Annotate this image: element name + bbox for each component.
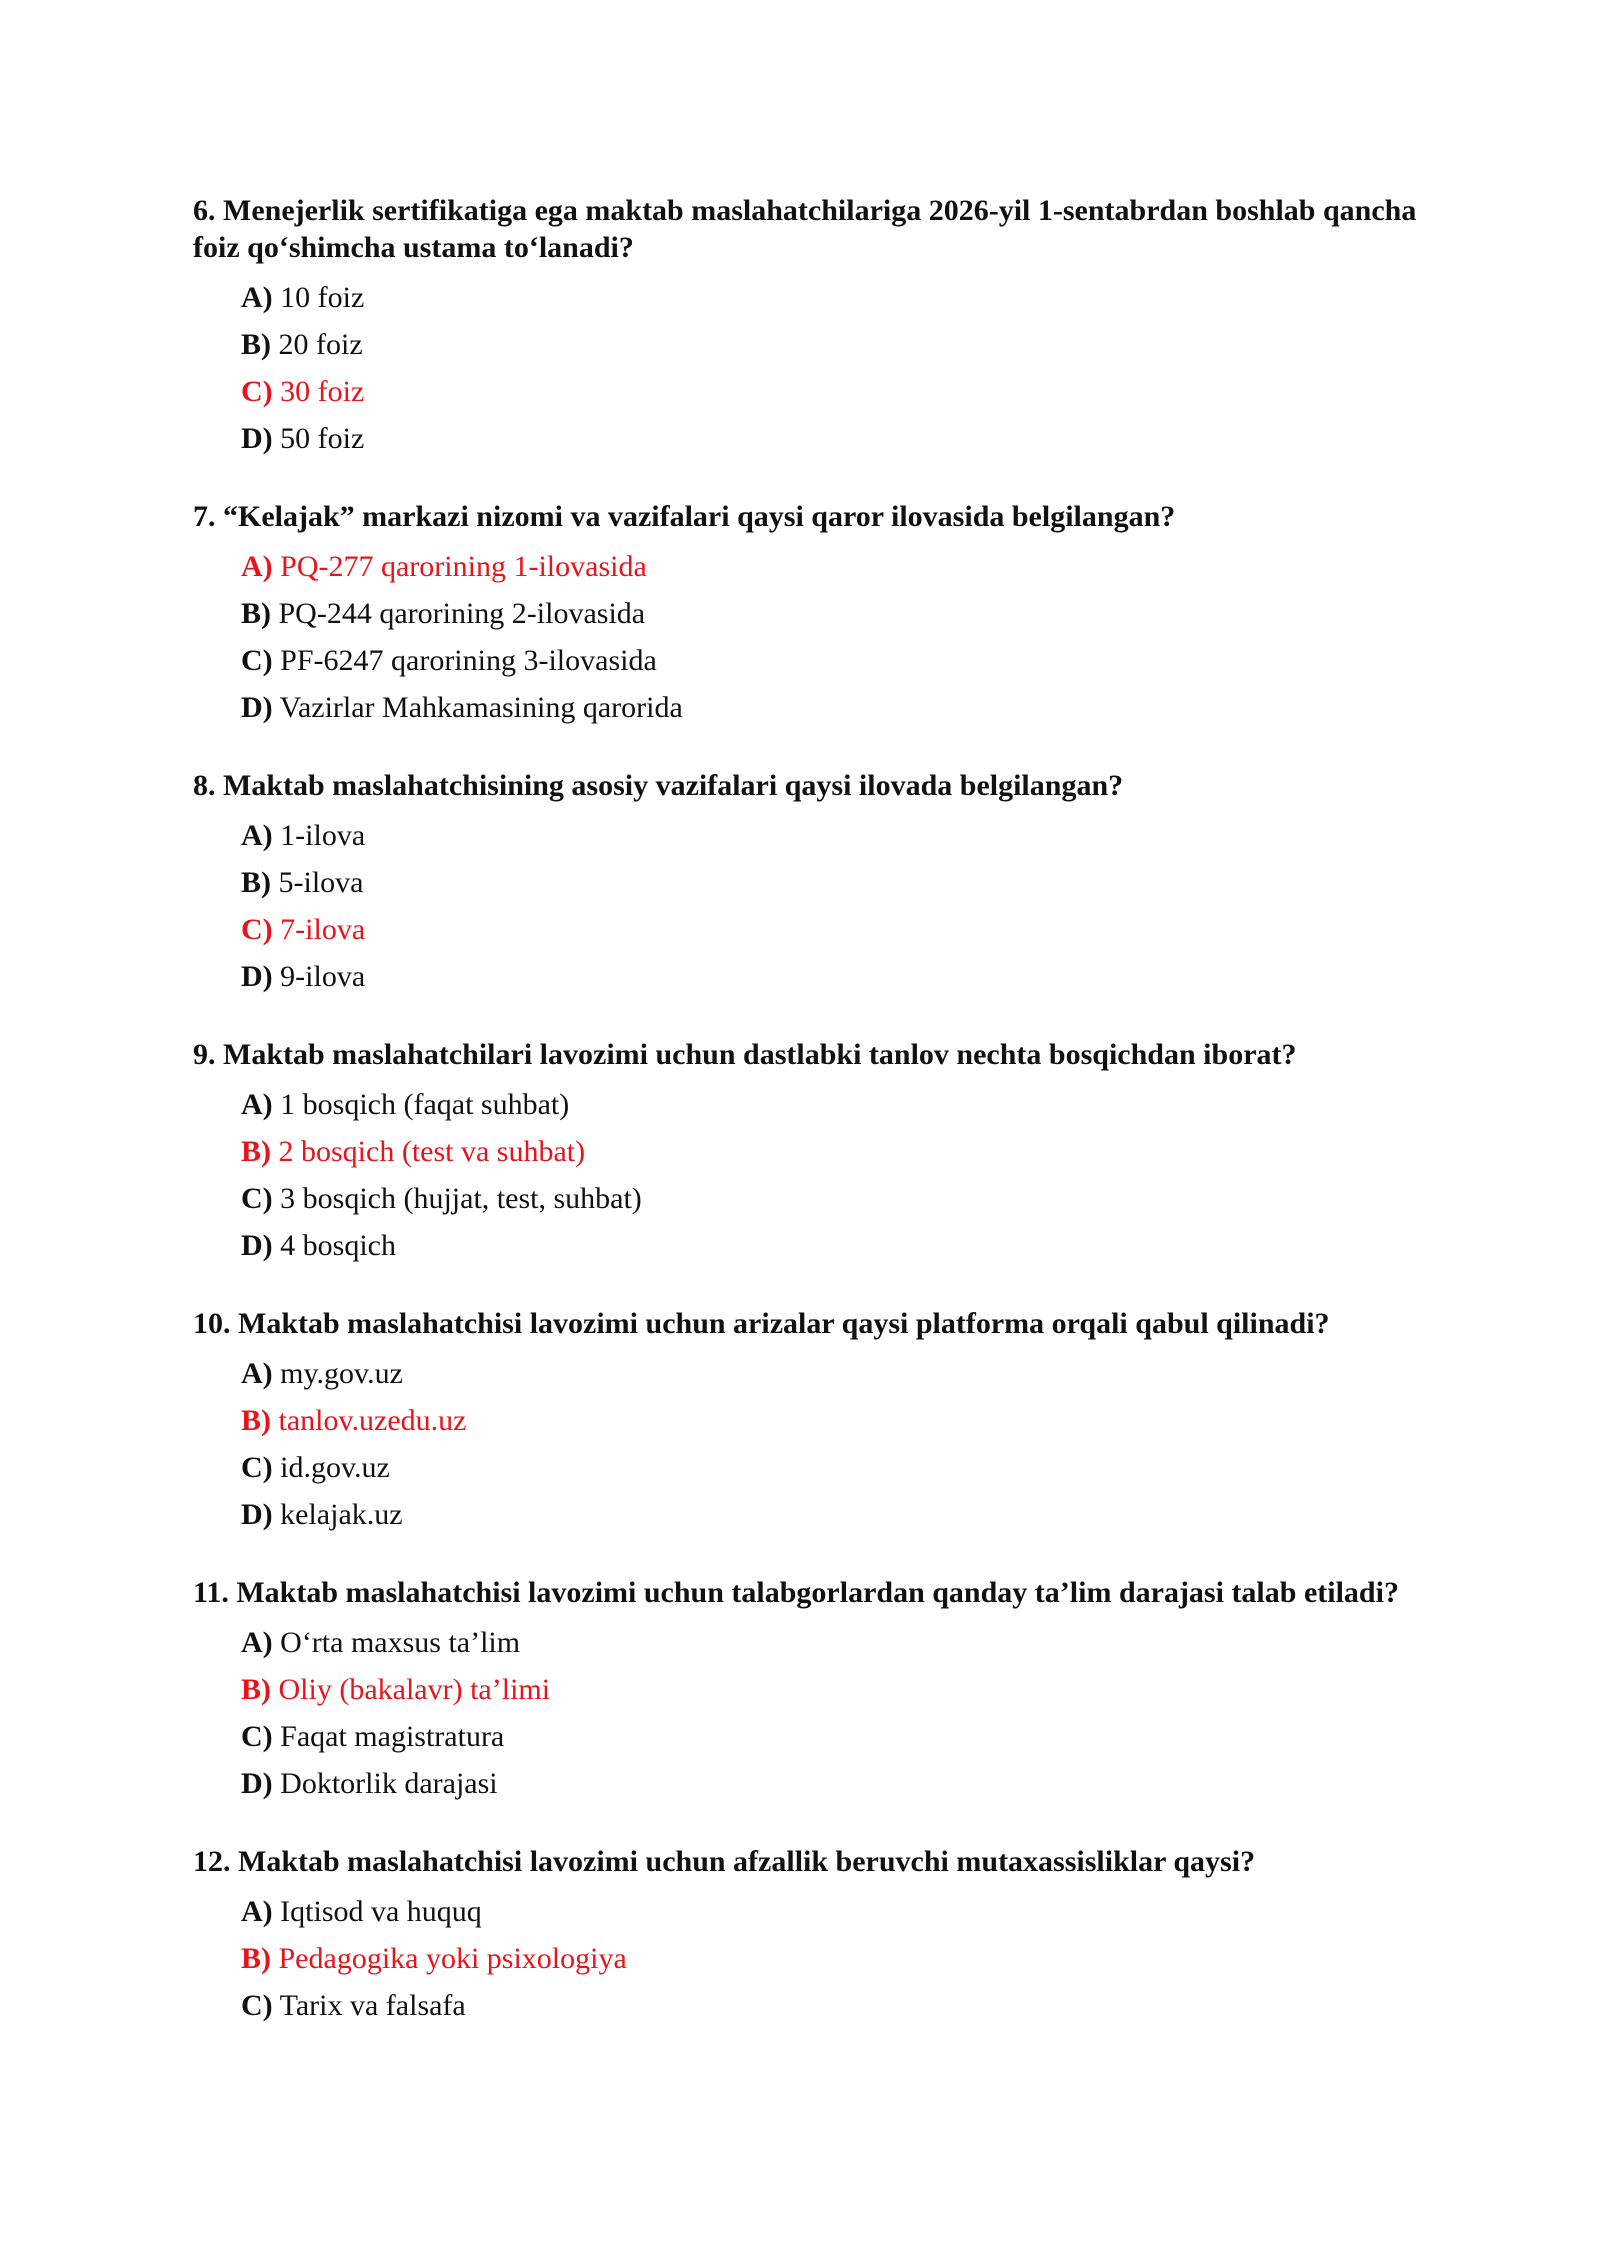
- question-block: [193, 498, 1423, 731]
- option-text: 5-ilova: [271, 866, 364, 899]
- option-correct-answer: [241, 368, 1423, 415]
- option-answer: [241, 1222, 1423, 1269]
- question-block: [193, 1305, 1423, 1538]
- option-letter: D): [241, 1498, 273, 1531]
- option-letter: A): [241, 1088, 273, 1121]
- option-answer: [241, 1175, 1423, 1222]
- options-list: [241, 1619, 1423, 1807]
- question-title: 6. Menejerlik sertifikatiga ega maktab maslahatchilariga 2026-yil 1-sentabrdan boshlab qancha foiz qo‘shimcha ustama to‘lanadi?: [193, 194, 1417, 264]
- option-letter: C): [241, 644, 273, 677]
- question-title: 8. Maktab maslahatchisining asosiy vazifalari qaysi ilovada belgilangan?: [193, 769, 1124, 802]
- option-answer: [241, 859, 1423, 906]
- option-letter: B): [241, 328, 271, 361]
- option-answer: [241, 1982, 1423, 2029]
- option-answer: [241, 415, 1423, 462]
- option-text: Tarix va falsafa: [272, 1989, 466, 2022]
- option-letter: D): [241, 691, 273, 724]
- option-letter: D): [241, 1229, 273, 1262]
- option-answer: [241, 1350, 1423, 1397]
- option-text: 7-ilova: [272, 913, 366, 946]
- option-text: 2 bosqich (test va suhbat): [271, 1135, 586, 1168]
- option-text: Oliy (bakalavr) ta’limi: [271, 1673, 551, 1706]
- option-text: tanlov.uzedu.uz: [271, 1404, 467, 1437]
- option-answer: [241, 1444, 1423, 1491]
- options-list: [241, 812, 1423, 1000]
- question-block: [193, 1036, 1423, 1269]
- option-text: 1-ilova: [272, 819, 366, 852]
- option-correct-answer: [241, 543, 1423, 590]
- options-list: [241, 274, 1423, 462]
- option-correct-answer: [241, 1397, 1423, 1444]
- option-letter: A): [241, 819, 273, 852]
- option-letter: D): [241, 1767, 273, 1800]
- option-text: Iqtisod va huquq: [272, 1895, 482, 1928]
- option-text: 20 foiz: [271, 328, 363, 361]
- option-text: Faqat magistratura: [272, 1720, 505, 1753]
- option-answer: [241, 590, 1423, 637]
- question-block: [193, 1843, 1423, 2029]
- option-text: Vazirlar Mahkamasining qarorida: [272, 691, 683, 724]
- options-list: [241, 543, 1423, 731]
- option-text: PQ-277 qarorining 1-ilovasida: [272, 550, 647, 583]
- option-letter: B): [241, 1135, 271, 1168]
- option-answer: [241, 637, 1423, 684]
- option-letter: C): [241, 1720, 273, 1753]
- question-title: 10. Maktab maslahatchisi lavozimi uchun arizalar qaysi platforma orqali qabul qilinadi?: [193, 1307, 1330, 1340]
- question-title: 11. Maktab maslahatchisi lavozimi uchun talabgorlardan qanday ta’lim darajasi talab etiladi?: [193, 1576, 1399, 1609]
- question-title: 7. “Kelajak” markazi nizomi va vazifalari qaysi qaror ilovasida belgilangan?: [193, 500, 1176, 533]
- option-letter: C): [241, 375, 273, 408]
- option-answer: [241, 1888, 1423, 1935]
- option-letter: A): [241, 1357, 273, 1390]
- option-correct-answer: [241, 1935, 1423, 1982]
- option-correct-answer: [241, 906, 1423, 953]
- option-letter: B): [241, 1404, 271, 1437]
- option-text: 3 bosqich (hujjat, test, suhbat): [272, 1182, 642, 1215]
- option-letter: A): [241, 1895, 273, 1928]
- option-text: 30 foiz: [272, 375, 365, 408]
- option-answer: [241, 1081, 1423, 1128]
- option-letter: B): [241, 1942, 271, 1975]
- option-correct-answer: [241, 1128, 1423, 1175]
- options-list: [241, 1350, 1423, 1538]
- option-text: my.gov.uz: [272, 1357, 403, 1390]
- option-letter: C): [241, 913, 273, 946]
- option-answer: [241, 1491, 1423, 1538]
- option-text: PF-6247 qarorining 3-ilovasida: [272, 644, 657, 677]
- option-text: id.gov.uz: [272, 1451, 390, 1484]
- option-text: 10 foiz: [272, 281, 365, 314]
- option-text: Doktorlik darajasi: [272, 1767, 498, 1800]
- option-answer: [241, 684, 1423, 731]
- option-letter: C): [241, 1989, 273, 2022]
- question-block: [193, 767, 1423, 1000]
- option-answer: [241, 1619, 1423, 1666]
- option-letter: B): [241, 866, 271, 899]
- option-letter: B): [241, 1673, 271, 1706]
- option-answer: [241, 1713, 1423, 1760]
- option-letter: A): [241, 1626, 273, 1659]
- option-text: 9-ilova: [272, 960, 366, 993]
- option-letter: A): [241, 281, 273, 314]
- option-letter: B): [241, 597, 271, 630]
- option-text: O‘rta maxsus ta’lim: [272, 1626, 521, 1659]
- option-answer: [241, 1760, 1423, 1807]
- option-text: 4 bosqich: [272, 1229, 396, 1262]
- option-answer: [241, 953, 1423, 1000]
- option-answer: [241, 274, 1423, 321]
- option-text: kelajak.uz: [272, 1498, 403, 1531]
- options-list: [241, 1888, 1423, 2029]
- option-text: 1 bosqich (faqat suhbat): [272, 1088, 570, 1121]
- question-title: 9. Maktab maslahatchilari lavozimi uchun dastlabki tanlov nechta bosqichdan iborat?: [193, 1038, 1297, 1071]
- option-text: Pedagogika yoki psixologiya: [271, 1942, 627, 1975]
- options-list: [241, 1081, 1423, 1269]
- option-letter: D): [241, 422, 273, 455]
- question-block: [193, 192, 1423, 462]
- option-correct-answer: [241, 1666, 1423, 1713]
- option-letter: C): [241, 1451, 273, 1484]
- option-answer: [241, 321, 1423, 368]
- questions-list: [193, 192, 1423, 2065]
- option-letter: D): [241, 960, 273, 993]
- option-letter: C): [241, 1182, 273, 1215]
- option-text: 50 foiz: [272, 422, 365, 455]
- option-text: PQ-244 qarorining 2-ilovasida: [271, 597, 646, 630]
- question-title: 12. Maktab maslahatchisi lavozimi uchun afzallik beruvchi mutaxassisliklar qaysi?: [193, 1845, 1256, 1878]
- option-letter: A): [241, 550, 273, 583]
- question-block: [193, 1574, 1423, 1807]
- option-answer: [241, 812, 1423, 859]
